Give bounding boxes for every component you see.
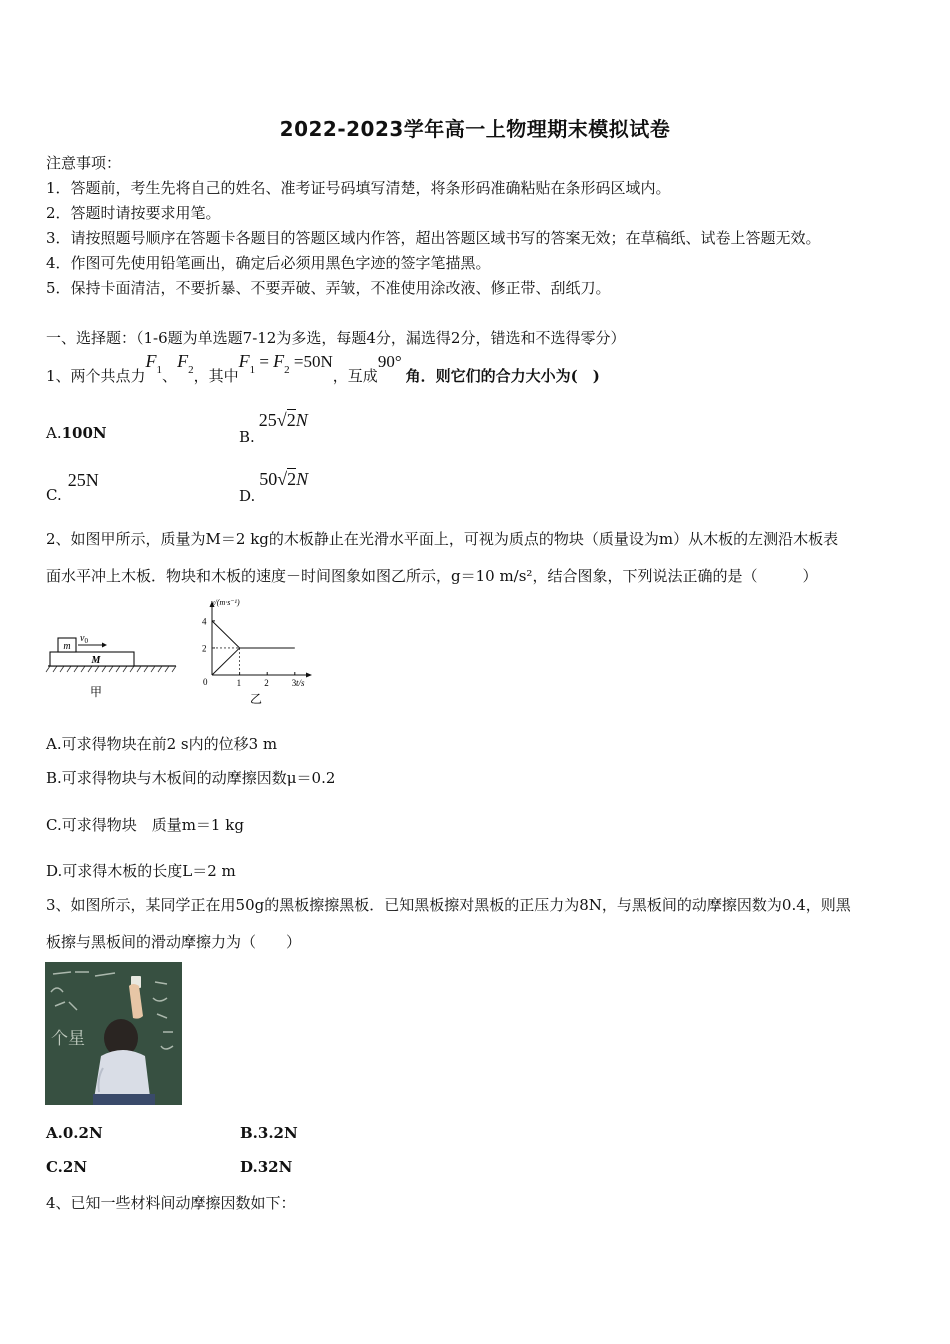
q1-option-c-label: C. (46, 486, 62, 504)
notice-item-5: 5．保持卡面清洁，不要折暴、不要弄破、弄皱，不准使用涂改液、修正带、刮纸刀。 (46, 279, 611, 297)
q1-eq-f1: F (238, 351, 250, 371)
q3-option-d[interactable]: D.32N (240, 1158, 293, 1176)
q1-option-d-unit: N (296, 469, 309, 489)
q2-option-a[interactable]: A.可求得物块在前2 s内的位移3 m (46, 735, 278, 753)
q1-option-b[interactable] (239, 410, 308, 446)
x-tick-label: 2 (264, 678, 269, 688)
figure-jia (44, 626, 184, 704)
q1-eq-f2-sub: 2 (284, 364, 290, 376)
notice-item-4: 4．作图可先使用铅笔画出，确定后必须用黑色字迹的签字笔描黑。 (46, 254, 491, 272)
q2-option-d[interactable]: D.可求得木板的长度L＝2 m (46, 862, 236, 880)
notice-item-1: 1．答题前，考生先将自己的姓名、准考证号码填写清楚，将条形码准确粘贴在条形码区域内。 (46, 179, 671, 197)
origin-label: 0 (203, 677, 208, 687)
q1-option-d-coef: 50 (259, 469, 278, 489)
q1-option-b-unit: N (295, 410, 308, 430)
series-line-2 (212, 648, 240, 675)
question-2-stem-line-2: 面水平冲上木板．物块和木板的速度－时间图象如图乙所示，g＝10 m/s²，结合图象，下列说法正确的是（ ） (46, 567, 818, 585)
q1-option-a-label: A. (46, 424, 62, 442)
block-label: m (63, 641, 71, 652)
x-axis-label: t/s (296, 678, 305, 688)
arrow-head-icon (102, 643, 107, 648)
x-tick-label: 1 (236, 678, 242, 688)
question-3-stem-line-2: 板擦与黑板间的滑动摩擦力为（ ） (46, 933, 302, 951)
question-1-stem (46, 353, 600, 393)
x-axis-arrow-icon (306, 673, 312, 678)
section-heading: 一、选择题：（1-6题为单选题7-12为多选，每题4分，漏选得2分，错选和不选得零分） (46, 329, 626, 347)
x-tick-label: 3 (291, 678, 297, 688)
sqrt-icon: √ (276, 410, 287, 430)
notice-item-3: 3．请按照题号顺序在答题卡各题目的答题区域内作答，超出答题区域书写的答案无效；在草稿纸、试卷上答题无效。 (46, 229, 821, 247)
notice-heading: 注意事项： (46, 154, 122, 172)
q1-option-a[interactable] (46, 424, 107, 442)
q1-text-4: 角．则它们的合力大小为( ) (405, 367, 600, 385)
blackboard-photo (45, 962, 182, 1105)
q3-option-b[interactable]: B.3.2N (240, 1124, 298, 1142)
q1-f1-sub: 1 (156, 364, 163, 376)
q1-option-d-radicand: 2 (287, 469, 297, 489)
figure-yi-chart (196, 593, 326, 705)
figure-yi-caption: 乙 (249, 692, 263, 705)
notice-item-2: 2．答题时请按要求用笔。 (46, 204, 221, 222)
q1-eq-f2: F (273, 351, 285, 371)
q1-option-b-label: B. (239, 428, 255, 446)
question-3-stem-line-1: 3、如图所示，某同学正在用50g的黑板擦擦黑板．已知黑板擦对黑板的正压力为8N，与黑板间的动摩擦因数为0.4，则黑 (46, 896, 851, 914)
page-title: 2022-2023学年高一上物理期末模拟试卷 (279, 117, 671, 141)
q1-angle: 90° (377, 352, 402, 371)
board-label: M (91, 655, 101, 666)
q1-eq-equals: = (255, 352, 274, 371)
series-line-1 (212, 621, 295, 648)
y-axis-label: v/(m·s⁻¹) (211, 598, 240, 607)
y-tick-label: 4 (202, 616, 207, 627)
q3-option-c[interactable]: C.2N (46, 1158, 88, 1176)
q1-option-c-value: 25N (67, 470, 99, 490)
y-tick-label: 2 (202, 643, 207, 654)
q1-option-b-radicand: 2 (286, 410, 296, 430)
figure-jia-caption: 甲 (89, 685, 103, 699)
q1-f2-sub: 2 (188, 364, 194, 376)
q1-option-d-label: D. (239, 487, 256, 505)
question-4-stem: 4、已知一些材料间动摩擦因数如下： (46, 1194, 296, 1212)
q1-sep: 、 (162, 367, 178, 385)
ground-hatching (46, 666, 176, 672)
chart-layer (202, 598, 312, 705)
q2-option-c[interactable]: C.可求得物块 质量m＝1 kg (46, 816, 244, 834)
q1-text-2: ，其中 (193, 367, 239, 385)
chalk-text: 个星 (51, 1029, 85, 1048)
q1-f2: F (177, 351, 189, 371)
q2-option-b[interactable]: B.可求得物块与木板间的动摩擦因数μ＝0.2 (46, 769, 336, 787)
q3-option-a[interactable]: A.0.2N (46, 1124, 103, 1142)
child-shorts (93, 1094, 155, 1105)
q1-option-d[interactable] (239, 469, 308, 505)
q1-eq-f1-sub: 1 (249, 364, 256, 376)
q1-text-1: 1、两个共点力 (46, 367, 146, 385)
question-2-stem-line-1: 2、如图甲所示，质量为M＝2 kg的木板静止在光滑水平面上，可视为质点的物块（质量设为m）从木板的左测沿木板表 (46, 530, 839, 548)
q1-option-b-coef: 25 (258, 410, 277, 430)
q1-eq-value: =50N (289, 352, 333, 371)
q1-f1: F (145, 351, 157, 371)
sqrt-icon: √ (277, 469, 288, 489)
q1-option-a-value: 100N (61, 424, 107, 442)
v0-label: $v_0$ (80, 633, 88, 645)
q1-option-c[interactable] (46, 470, 99, 506)
q1-text-3: ，互成 (332, 367, 378, 385)
